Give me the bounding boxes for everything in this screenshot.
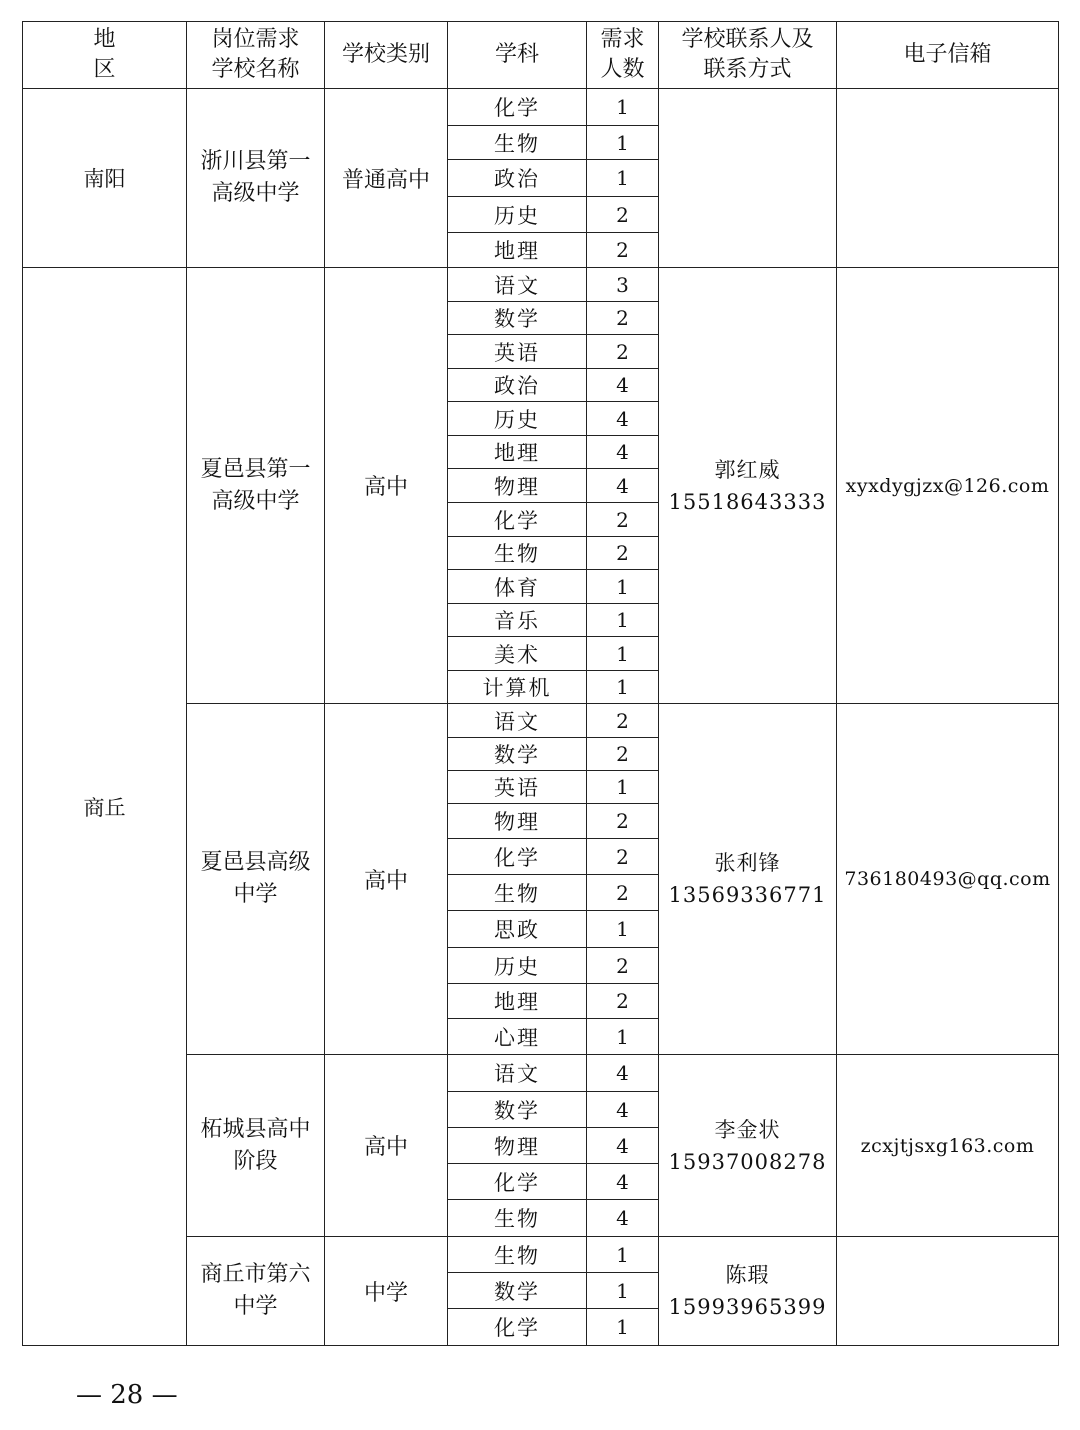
school-name-line2: 高级中学 (211, 181, 300, 206)
subject-cell: 数学 (448, 1092, 587, 1128)
header-count (587, 22, 659, 89)
count-cell: 1 (587, 604, 659, 637)
subject-cell: 地理 (448, 436, 587, 469)
header-school-name (187, 22, 325, 89)
contact-phone: 13569336771 (668, 883, 827, 907)
region-cell: 商丘 (23, 268, 187, 1346)
subject-cell: 生物 (448, 1237, 587, 1273)
subject-cell: 数学 (448, 1273, 587, 1309)
email-cell (837, 1237, 1059, 1346)
subject-cell: 数学 (448, 738, 587, 771)
contact-cell (659, 1237, 837, 1346)
subject-cell: 思政 (448, 911, 587, 948)
email-cell: zcxjtjsxg163.com (837, 1055, 1059, 1237)
subject-cell: 心理 (448, 1019, 587, 1055)
count-cell: 4 (587, 1092, 659, 1128)
subject-cell: 化学 (448, 1164, 587, 1200)
count-cell: 4 (587, 1055, 659, 1092)
school-type-cell: 高中 (325, 268, 448, 704)
count-cell: 1 (587, 1237, 659, 1273)
school-type-cell: 高中 (325, 1055, 448, 1237)
table-row (23, 268, 1059, 302)
subject-cell: 体育 (448, 570, 587, 604)
contact-phone: 15937008278 (668, 1149, 827, 1174)
subject-cell: 音乐 (448, 604, 587, 637)
count-cell: 2 (587, 875, 659, 911)
subject-cell: 化学 (448, 1309, 587, 1346)
header-contact (659, 22, 837, 89)
header-contact-line1: 学校联系人及 (681, 27, 814, 52)
email-cell: xyxdygjzx@126.com (837, 268, 1059, 704)
count-cell: 4 (587, 1164, 659, 1200)
subject-cell: 语文 (448, 268, 587, 302)
school-name-cell (187, 89, 325, 268)
count-cell: 2 (587, 197, 659, 233)
subject-cell: 化学 (448, 503, 587, 537)
contact-phone: 15993965399 (668, 1295, 827, 1319)
subject-cell: 生物 (448, 875, 587, 911)
school-name-line2: 阶段 (233, 1148, 278, 1174)
school-name-line2: 中学 (233, 882, 278, 907)
count-cell: 4 (587, 1128, 659, 1164)
count-cell: 1 (587, 1273, 659, 1309)
header-subject: 学科 (448, 22, 587, 89)
subject-cell: 地理 (448, 984, 587, 1019)
header-school-type: 学校类别 (325, 22, 448, 89)
count-cell: 2 (587, 302, 659, 335)
header-school-name-line1: 岗位需求 (211, 27, 300, 52)
school-name-cell (187, 1055, 325, 1237)
count-cell: 4 (587, 469, 659, 503)
count-cell: 2 (587, 704, 659, 738)
subject-cell: 历史 (448, 402, 587, 436)
subject-cell: 政治 (448, 160, 587, 197)
count-cell: 1 (587, 570, 659, 604)
subject-cell: 美术 (448, 637, 587, 671)
subject-cell: 物理 (448, 804, 587, 839)
table-row (23, 89, 1059, 126)
header-row (23, 22, 1059, 89)
header-region: 地 区 (23, 22, 187, 89)
contact-name: 李金状 (714, 1117, 781, 1142)
count-cell: 1 (587, 637, 659, 671)
contact-cell (659, 89, 837, 268)
count-cell: 4 (587, 369, 659, 402)
subject-cell: 英语 (448, 771, 587, 804)
count-cell: 2 (587, 948, 659, 984)
count-cell: 1 (587, 671, 659, 704)
contact-cell (659, 704, 837, 1055)
subject-cell: 地理 (448, 233, 587, 268)
region-cell: 南阳 (23, 89, 187, 268)
contact-cell (659, 1055, 837, 1237)
school-name-cell (187, 1237, 325, 1346)
email-cell: 736180493@qq.com (837, 704, 1059, 1055)
page-number: — 28 — (76, 1380, 178, 1410)
contact-name: 陈瑕 (725, 1263, 770, 1287)
subject-cell: 数学 (448, 302, 587, 335)
subject-cell: 化学 (448, 89, 587, 126)
subject-cell: 物理 (448, 1128, 587, 1164)
count-cell: 1 (587, 126, 659, 160)
school-name-line1: 浙川县第一 (200, 149, 311, 174)
school-name-cell (187, 268, 325, 704)
recruitment-table (22, 21, 1059, 1346)
subject-cell: 化学 (448, 839, 587, 875)
subject-cell: 生物 (448, 537, 587, 570)
count-cell: 1 (587, 89, 659, 126)
header-school-name-line2: 学校名称 (211, 57, 300, 82)
count-cell: 1 (587, 160, 659, 197)
count-cell: 1 (587, 911, 659, 948)
count-cell: 3 (587, 268, 659, 302)
count-cell: 2 (587, 335, 659, 369)
subject-cell: 生物 (448, 126, 587, 160)
school-name-line2: 中学 (233, 1294, 278, 1319)
school-name-line2: 高级中学 (211, 488, 300, 514)
header-email: 电子信箱 (837, 22, 1059, 89)
header-count-line2: 人数 (600, 57, 645, 82)
table-body (23, 89, 1059, 1346)
contact-phone: 15518643333 (668, 489, 827, 514)
subject-cell: 语文 (448, 704, 587, 738)
count-cell: 2 (587, 804, 659, 839)
email-cell (837, 89, 1059, 268)
subject-cell: 历史 (448, 948, 587, 984)
count-cell: 4 (587, 1200, 659, 1237)
count-cell: 4 (587, 402, 659, 436)
count-cell: 2 (587, 537, 659, 570)
subject-cell: 生物 (448, 1200, 587, 1237)
subject-cell: 语文 (448, 1055, 587, 1092)
school-type-cell: 普通高中 (325, 89, 448, 268)
school-type-cell: 高中 (325, 704, 448, 1055)
school-type-cell: 中学 (325, 1237, 448, 1346)
contact-cell (659, 268, 837, 704)
school-name-line1: 柘城县高中 (200, 1116, 311, 1142)
contact-name: 郭红威 (714, 457, 781, 482)
subject-cell: 计算机 (448, 671, 587, 704)
count-cell: 2 (587, 984, 659, 1019)
school-name-cell (187, 704, 325, 1055)
subject-cell: 英语 (448, 335, 587, 369)
header-contact-line2: 联系方式 (703, 57, 792, 82)
count-cell: 2 (587, 233, 659, 268)
count-cell: 1 (587, 1019, 659, 1055)
school-name-line1: 夏邑县高级 (200, 850, 311, 875)
contact-name: 张利锋 (714, 851, 781, 875)
count-cell: 4 (587, 436, 659, 469)
count-cell: 2 (587, 839, 659, 875)
school-name-line1: 夏邑县第一 (200, 456, 311, 482)
count-cell: 2 (587, 738, 659, 771)
count-cell: 1 (587, 771, 659, 804)
subject-cell: 物理 (448, 469, 587, 503)
subject-cell: 历史 (448, 197, 587, 233)
school-name-line1: 商丘市第六 (200, 1262, 311, 1287)
header-count-line1: 需求 (600, 27, 645, 52)
subject-cell: 政治 (448, 369, 587, 402)
count-cell: 2 (587, 503, 659, 537)
count-cell: 1 (587, 1309, 659, 1346)
